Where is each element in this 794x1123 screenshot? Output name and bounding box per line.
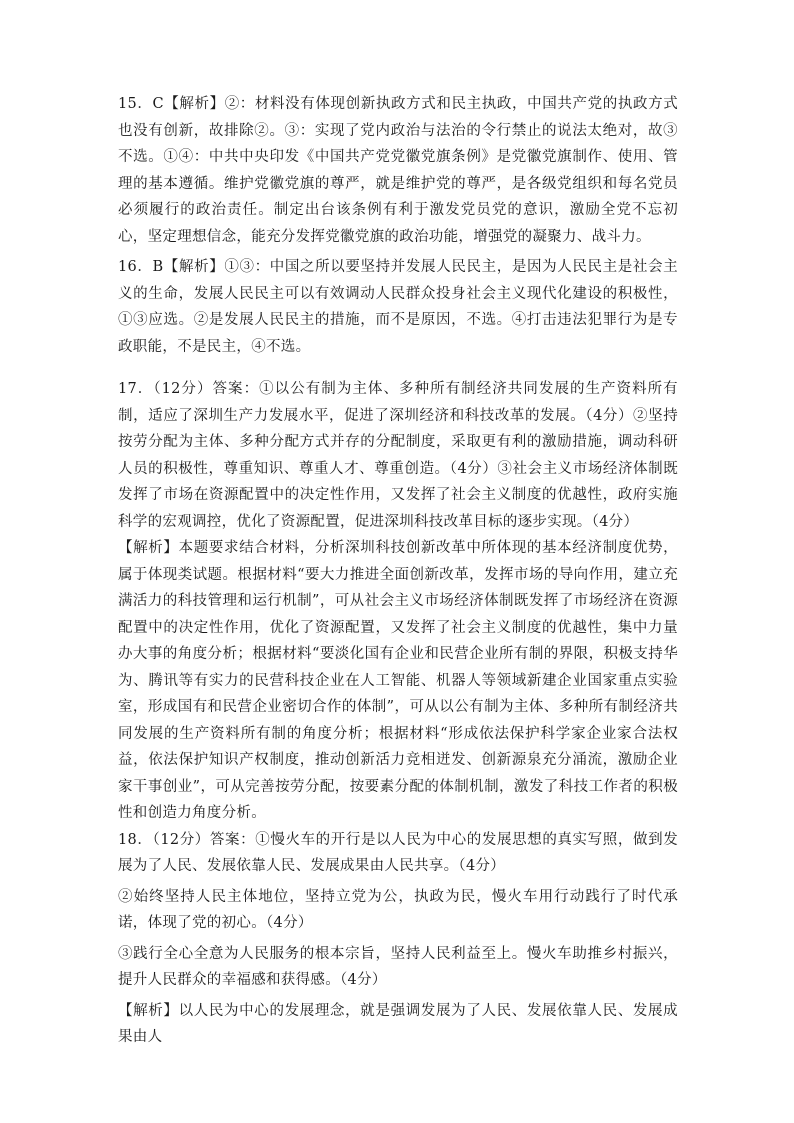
answer-18-point-3: ③践行全心全意为人民服务的根本宗旨，坚持人民利益至上。慢火车助推乡村振兴，提升人民群众的幸福感和获得感。（4分） [118, 945, 678, 988]
document-page [118, 91, 678, 1051]
answer-16: 16．B【解析】①③：中国之所以要坚持并发展人民民主，是因为人民民主是社会主义的生命，发展人民民主可以有效调动人民群众投身社会主义现代化建设的积极性，①③应选。②是发展人民民主的措施，而不是原因，不选。④打击违法犯罪行为是专政职能，不是民主，④不选。 [118, 259, 678, 355]
answer-17: 17．（12分）答案：①以公有制为主体、多种所有制经济共同发展的生产资料所有制，适应了深圳生产力发展水平，促进了深圳经济和科技改革的发展。（4分）②坚持按劳分配为主体、多种分配方式并存的分配制度，采取更有利的激励措施，调动科研人员的积极性，尊重知识、尊重人才、尊重创造。（4分）③社会主义市场经济体制既发挥了市场在资源配置中的决定性作用，又发挥了社会主义制度的优越性，政府实施科学的宏观调控，优化了资源配置，促进深圳科技改革目标的逐步实现。（4分） [118, 381, 678, 530]
answer-18-point-2: ②始终坚持人民主体地位，坚持立党为公，执政为民，慢火车用行动践行了时代承诺，体现了党的初心。（4分） [118, 888, 678, 931]
analysis-17: 【解析】本题要求结合材料，分析深圳科技创新改革中所体现的基本经济制度优势，属于体现类试题。根据材料“要大力推进全面创新改革，发挥市场的导向作用，建立充满活力的科技管理和运行机制”，可从社会主义市场经济体制既发挥了市场经济在资源配置中的决定性作用，优化了资源配置，又发挥了社会主义制度的优越性，集中力量办大事的角度分析；根据材料“要淡化国有企业和民营企业所有制的界限，积极支持华为、腾讯等有实力的民营科技企业在人工智能、机器人等领域新建企业国家重点实验室，形成国有和民营企业密切合作的体制”，可从以公有制为主体、多种所有制经济共同发展的生产资料所有制的角度分析；根据材料“形成依法保护科学家企业家合法权益，依法保护知识产权制度，推动创新活力竞相迸发、创新源泉充分涌流，激励企业家干事创业”，可从完善按劳分配，按要素分配的体制机制，激发了科技工作者的积极性和创造力角度分析。 [118, 540, 678, 821]
answer-15: 15．C【解析】②：材料没有体现创新执政方式和民主执政，中国共产党的执政方式也没有创新，故排除②。③：实现了党内政治与法治的令行禁止的说法太绝对，故③不选。①④：中共中央印发《中国共产党党徽党旗条例》是党徽党旗制作、使用、管理的基本遵循。维护党徽党旗的尊严，就是维护党的尊严，是各级党组织和每名党员必须履行的政治责任。制定出台该条例有利于激发党员党的意识，激励全党不忘初心，坚定理想信念，能充分发挥党徽党旗的政治功能，增强党的凝聚力、战斗力。 [118, 96, 678, 245]
answer-18-point-1: 18．（12分）答案：①慢火车的开行是以人民为中心的发展思想的真实写照，做到发展为了人民、发展依靠人民、发展成果由人民共享。（4分） [118, 831, 678, 874]
analysis-18: 【解析】以人民为中心的发展理念，就是强调发展为了人民、发展依靠人民、发展成果由人 [118, 1002, 678, 1045]
